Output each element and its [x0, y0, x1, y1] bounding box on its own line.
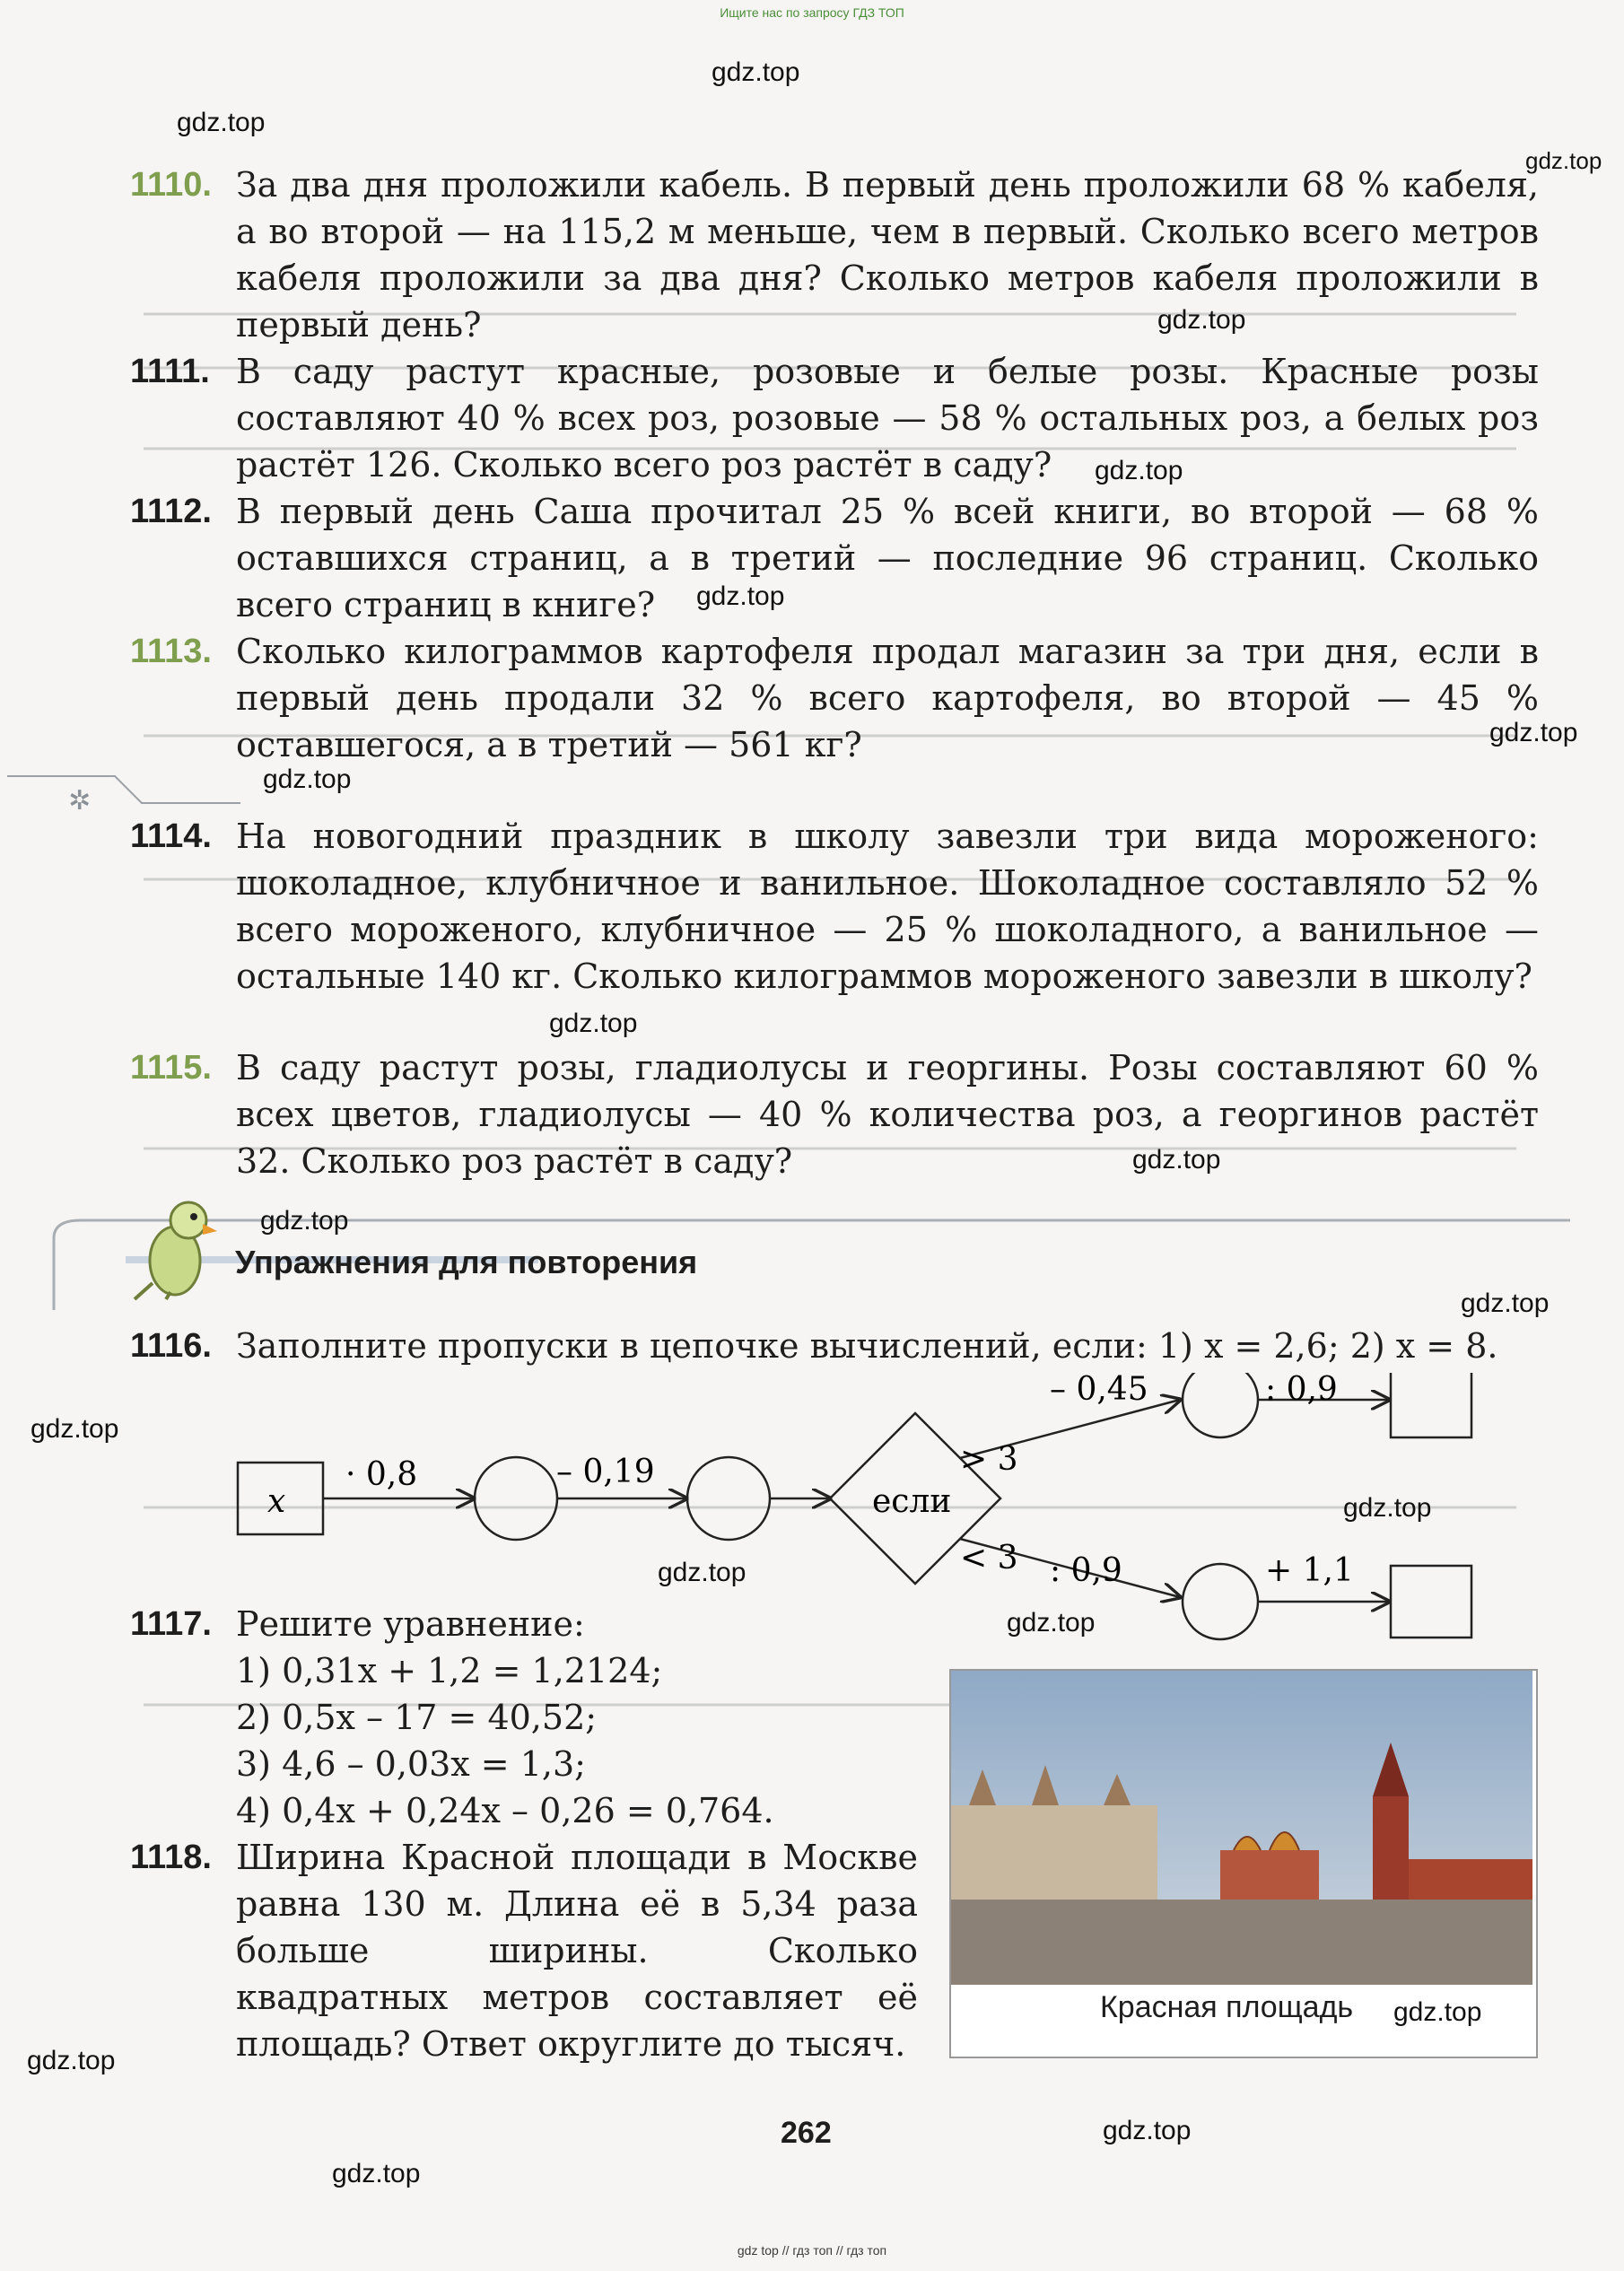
watermark: gdz.top	[1393, 1997, 1482, 2027]
blank-circle-1	[475, 1457, 557, 1540]
watermark: gdz.top	[658, 1558, 747, 1587]
watermark: gdz.top	[1095, 456, 1183, 485]
watermark: gdz.top	[263, 764, 352, 794]
problem-1118	[130, 1834, 920, 2067]
problem-text: Заполните пропуски в цепочке вычислений, если: 1) x = 2,6; 2) x = 8.	[236, 1326, 1498, 1366]
problem-number: 1117.	[130, 1605, 212, 1643]
equation: 2) 0,5x – 17 = 40,52;	[236, 1698, 598, 1737]
problem-text: Решите уравнение:	[236, 1604, 585, 1644]
equation: 4) 0,4x + 0,24x – 0,26 = 0,764.	[236, 1791, 774, 1830]
parrot-icon	[126, 1184, 224, 1301]
watermark: gdz.top	[332, 2159, 421, 2188]
blank-circle-up	[1183, 1373, 1258, 1437]
op-label: – 0,45	[1050, 1373, 1148, 1408]
watermark: gdz.top	[1157, 305, 1246, 335]
watermark: gdz.top	[1103, 2116, 1192, 2145]
watermark: gdz.top	[27, 2046, 116, 2075]
condition-label: если	[872, 1483, 952, 1520]
problem-text: Ширина Красной площади в Москве равна 130 м. Длина её в 5,34 раза больше ширины. Сколько квадратных метров составляет её площадь? Ответ округлите до тысяч.	[236, 1838, 918, 2064]
watermark: gdz.top	[1525, 147, 1602, 174]
problem-text: В саду растут розы, гладиолусы и георгины. Розы составляют 60 % всех цветов, гладиолусы — 40 % количества роз, а георгинов растёт 32. Сколько роз растёт в саду?	[236, 1048, 1539, 1181]
watermark: gdz.top	[1489, 718, 1578, 747]
op-label: – 0,19	[556, 1454, 655, 1490]
problem-number: 1116.	[130, 1327, 212, 1365]
result-box-up	[1391, 1373, 1471, 1437]
start-label: x	[267, 1483, 286, 1520]
problem-text: В первый день Саша прочитал 25 % всей книги, во второй — 68 % оставшихся страниц, а в третий — последние 96 страниц. Сколько всего страниц в книге?	[236, 492, 1539, 625]
watermark: gdz.top	[1007, 1608, 1096, 1638]
problem-number: 1115.	[130, 1049, 212, 1087]
problem-1112	[130, 488, 1539, 628]
red-square-image	[951, 1671, 1532, 1985]
problem-1114	[130, 813, 1539, 1000]
top-banner: Ищите нас по запросу ГДЗ ТОП	[720, 5, 904, 20]
problem-number: 1110.	[130, 166, 212, 204]
problem-1110	[130, 162, 1539, 348]
problem-text: За два дня проложили кабель. В первый день проложили 68 % кабеля, а во второй — на 115,2 м меньше, чем в первый. Сколько всего метров кабеля проложили за два дня? Сколько метров кабеля проложили в первый день?	[236, 165, 1539, 345]
problem-number: 1114.	[130, 817, 212, 855]
problem-1115	[130, 1044, 1539, 1184]
problem-number: 1111.	[130, 353, 210, 390]
watermark: gdz.top	[549, 1009, 638, 1038]
problem-number: 1118.	[130, 1839, 212, 1876]
watermark: gdz.top	[31, 1414, 119, 1444]
equation: 3) 4,6 – 0,03x = 1,3;	[236, 1744, 586, 1784]
photo-caption: Красная площадь	[1100, 1990, 1354, 2024]
snowflake-icon: ✲	[68, 785, 92, 817]
watermark: gdz.top	[696, 581, 785, 611]
problem-1116	[130, 1323, 1539, 1369]
watermark: gdz.top	[712, 57, 800, 87]
op-label: + 1,1	[1265, 1552, 1354, 1589]
section-title: Упражнения для повторения	[235, 1244, 698, 1280]
watermark: gdz.top	[177, 108, 266, 137]
problem-number: 1112.	[130, 493, 212, 530]
problem-text: На новогодний праздник в школу завезли три вида мороженого: шоколадное, клубничное и ванильное. Шоколадное составляло 52 % всего мороженого, клубничное — 25 % шоколадного, а ванильное — остальные 140 кг. Сколько килограммов мороженого завезли в школу?	[236, 817, 1539, 996]
problem-1111	[130, 348, 1539, 488]
blank-circle-2	[687, 1457, 770, 1540]
side-star-decoration	[7, 763, 240, 817]
op-label: : 0,9	[1050, 1552, 1122, 1589]
problem-number: 1113.	[130, 633, 212, 670]
problem-1113	[130, 628, 1539, 768]
watermark: gdz.top	[1343, 1493, 1432, 1523]
gt-label: > 3	[960, 1441, 1018, 1478]
bottom-banner: gdz top // гдз топ // гдз топ	[737, 2243, 887, 2258]
lt-label: < 3	[960, 1540, 1018, 1577]
watermark: gdz.top	[1132, 1145, 1221, 1175]
problem-text: Сколько килограммов картофеля продал магазин за три дня, если в первый день продали 32 % всего картофеля, во второй — 45 % оставшегося, а в третий — 561 кг?	[236, 632, 1539, 764]
watermark: gdz.top	[260, 1206, 349, 1236]
problem-text: В саду растут красные, розовые и белые розы. Красные розы составляют 40 % всех роз, розовые — 58 % остальных роз, а белых роз растёт 126. Сколько всего роз растёт в саду?	[236, 352, 1539, 485]
page-number: 262	[781, 2116, 832, 2150]
op-label: : 0,9	[1265, 1373, 1338, 1408]
equation: 1) 0,31x + 1,2 = 1,2124;	[236, 1651, 663, 1690]
watermark: gdz.top	[1461, 1288, 1550, 1318]
op-label: · 0,8	[345, 1456, 418, 1493]
